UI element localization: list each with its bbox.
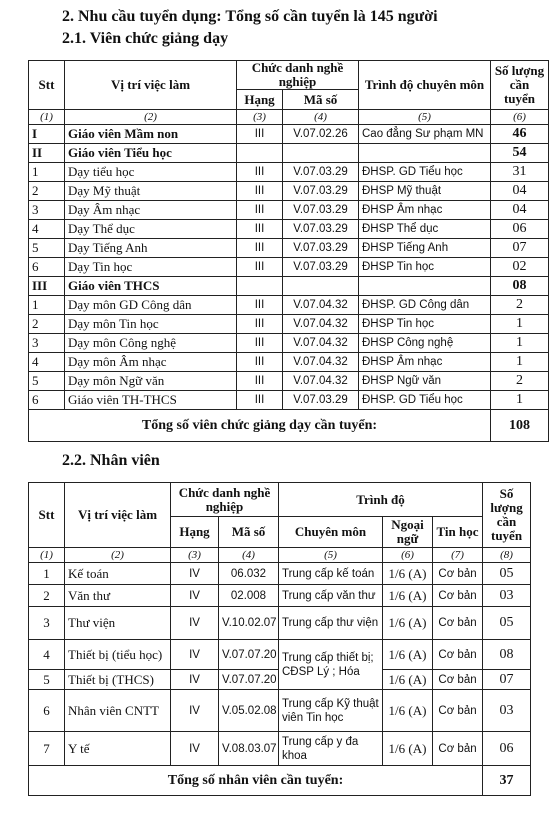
language-cell: 1/6 (A) bbox=[383, 585, 433, 607]
col-header-stt: Stt bbox=[29, 483, 65, 548]
position-cell: Dạy môn Tin học bbox=[65, 315, 237, 334]
position-cell: Dạy môn Ngữ văn bbox=[65, 372, 237, 391]
stt-cell: 6 bbox=[29, 391, 65, 410]
count-cell: 08 bbox=[491, 277, 549, 296]
qualification-cell: ĐHSP Tin học bbox=[359, 315, 491, 334]
rank-cell: III bbox=[237, 182, 283, 201]
teacher-total-value: 108 bbox=[491, 410, 549, 442]
qualification-cell: ĐHSP Thể dục bbox=[359, 220, 491, 239]
position-cell: Văn thư bbox=[65, 585, 171, 607]
col-header-rank: Hạng bbox=[171, 517, 219, 548]
colnum: (8) bbox=[483, 548, 531, 563]
code-cell: V.07.04.32 bbox=[283, 315, 359, 334]
qualification-cell: ĐHSP Tiếng Anh bbox=[359, 239, 491, 258]
table-row bbox=[29, 585, 531, 607]
colnum: (3) bbox=[237, 110, 283, 125]
position-cell: Thiết bị (tiểu học) bbox=[65, 640, 171, 670]
qualification-cell: ĐHSP Âm nhạc bbox=[359, 353, 491, 372]
it-cell: Cơ bản bbox=[433, 640, 483, 670]
colnum: (4) bbox=[219, 548, 279, 563]
stt-cell: 2 bbox=[29, 585, 65, 607]
table-group-row bbox=[29, 277, 549, 296]
code-cell: V.07.03.29 bbox=[283, 201, 359, 220]
stt-cell: II bbox=[29, 144, 65, 163]
position-cell: Kế toán bbox=[65, 563, 171, 585]
count-cell: 08 bbox=[483, 640, 531, 670]
teacher-recruitment-table bbox=[28, 60, 549, 442]
stt-cell: 5 bbox=[29, 372, 65, 391]
rank-cell: III bbox=[237, 239, 283, 258]
count-cell: 31 bbox=[491, 163, 549, 182]
qualification-cell bbox=[359, 277, 491, 296]
col-header-title: Chức danh nghề nghiệp bbox=[237, 61, 359, 90]
position-cell: Dạy môn Âm nhạc bbox=[65, 353, 237, 372]
section-heading-teachers: 2.1. Viên chức giảng dạy bbox=[62, 30, 229, 47]
colnum: (5) bbox=[279, 548, 383, 563]
count-cell: 05 bbox=[483, 607, 531, 640]
stt-cell: 4 bbox=[29, 640, 65, 670]
colnum: (4) bbox=[283, 110, 359, 125]
language-cell: 1/6 (A) bbox=[383, 563, 433, 585]
code-cell: V.07.03.29 bbox=[283, 182, 359, 201]
position-cell: Dạy môn GD Công dân bbox=[65, 296, 237, 315]
specialty-cell: Trung cấp thiết bị; CĐSP Lý ; Hóa bbox=[279, 640, 383, 690]
position-cell: Dạy môn Công nghệ bbox=[65, 334, 237, 353]
colnum: (2) bbox=[65, 548, 171, 563]
rank-cell: III bbox=[237, 125, 283, 144]
code-cell: V.07.04.32 bbox=[283, 353, 359, 372]
stt-cell: 1 bbox=[29, 163, 65, 182]
count-cell: 1 bbox=[491, 391, 549, 410]
qualification-cell: ĐHSP Âm nhạc bbox=[359, 201, 491, 220]
stt-cell: 1 bbox=[29, 296, 65, 315]
code-cell: V.07.07.20 bbox=[219, 670, 279, 690]
position-cell: Dạy Âm nhạc bbox=[65, 201, 237, 220]
qualification-cell: Cao đẳng Sư phạm MN bbox=[359, 125, 491, 144]
rank-cell: III bbox=[237, 201, 283, 220]
stt-cell: 3 bbox=[29, 201, 65, 220]
position-cell: Giáo viên TH-THCS bbox=[65, 391, 237, 410]
code-cell: V.05.02.08 bbox=[219, 690, 279, 732]
table-group-row bbox=[29, 144, 549, 163]
rank-cell: III bbox=[237, 163, 283, 182]
position-cell: Nhân viên CNTT bbox=[65, 690, 171, 732]
table-row bbox=[29, 296, 549, 315]
colnum: (7) bbox=[433, 548, 483, 563]
qualification-cell: ĐHSP. GD Tiểu học bbox=[359, 163, 491, 182]
count-cell: 07 bbox=[483, 670, 531, 690]
stt-cell: 7 bbox=[29, 732, 65, 766]
position-cell: Dạy Thể dục bbox=[65, 220, 237, 239]
code-cell: V.07.03.29 bbox=[283, 391, 359, 410]
table-row bbox=[29, 607, 531, 640]
stt-cell: 6 bbox=[29, 690, 65, 732]
specialty-cell: Trung cấp y đa khoa bbox=[279, 732, 383, 766]
stt-cell: 2 bbox=[29, 315, 65, 334]
qualification-cell: ĐHSP Mỹ thuật bbox=[359, 182, 491, 201]
it-cell: Cơ bản bbox=[433, 563, 483, 585]
position-cell: Giáo viên THCS bbox=[65, 277, 237, 296]
rank-cell: IV bbox=[171, 640, 219, 670]
it-cell: Cơ bản bbox=[433, 670, 483, 690]
position-cell: Dạy Tiếng Anh bbox=[65, 239, 237, 258]
colnum: (3) bbox=[171, 548, 219, 563]
table-row bbox=[29, 372, 549, 391]
code-cell: V.07.03.29 bbox=[283, 239, 359, 258]
stt-cell: 4 bbox=[29, 353, 65, 372]
position-cell: Dạy Mỹ thuật bbox=[65, 182, 237, 201]
specialty-cell: Trung cấp văn thư bbox=[279, 585, 383, 607]
rank-cell: III bbox=[237, 258, 283, 277]
table-row bbox=[29, 258, 549, 277]
rank-cell: III bbox=[237, 334, 283, 353]
table-row bbox=[29, 239, 549, 258]
it-cell: Cơ bản bbox=[433, 690, 483, 732]
col-header-specialty: Chuyên môn bbox=[279, 517, 383, 548]
rank-cell bbox=[237, 277, 283, 296]
section-heading-staff: 2.2. Nhân viên bbox=[62, 452, 160, 469]
language-cell: 1/6 (A) bbox=[383, 690, 433, 732]
rank-cell: III bbox=[237, 220, 283, 239]
count-cell: 02 bbox=[491, 258, 549, 277]
code-cell: V.07.04.32 bbox=[283, 296, 359, 315]
rank-cell: III bbox=[237, 315, 283, 334]
colnum: (6) bbox=[383, 548, 433, 563]
count-cell: 2 bbox=[491, 296, 549, 315]
position-cell: Thư viện bbox=[65, 607, 171, 640]
table-row bbox=[29, 391, 549, 410]
rank-cell: IV bbox=[171, 607, 219, 640]
col-header-title: Chức danh nghề nghiệp bbox=[171, 483, 279, 517]
code-cell: V.08.03.07 bbox=[219, 732, 279, 766]
colnum: (2) bbox=[65, 110, 237, 125]
count-cell: 54 bbox=[491, 144, 549, 163]
code-cell bbox=[283, 144, 359, 163]
rank-cell: IV bbox=[171, 690, 219, 732]
col-header-stt: Stt bbox=[29, 61, 65, 110]
code-cell bbox=[283, 277, 359, 296]
count-cell: 1 bbox=[491, 353, 549, 372]
stt-cell: 4 bbox=[29, 220, 65, 239]
rank-cell: III bbox=[237, 353, 283, 372]
count-cell: 06 bbox=[491, 220, 549, 239]
count-cell: 06 bbox=[483, 732, 531, 766]
count-cell: 03 bbox=[483, 690, 531, 732]
code-cell: V.10.02.07 bbox=[219, 607, 279, 640]
table-row bbox=[29, 563, 531, 585]
col-header-position: Vị trí việc làm bbox=[65, 61, 237, 110]
count-cell: 05 bbox=[483, 563, 531, 585]
stt-cell: 5 bbox=[29, 239, 65, 258]
code-cell: 06.032 bbox=[219, 563, 279, 585]
stt-cell: 5 bbox=[29, 670, 65, 690]
language-cell: 1/6 (A) bbox=[383, 732, 433, 766]
teacher-total-label: Tổng số viên chức giảng dạy cần tuyển: bbox=[29, 410, 491, 442]
count-cell: 04 bbox=[491, 182, 549, 201]
stt-cell: 6 bbox=[29, 258, 65, 277]
colnum: (5) bbox=[359, 110, 491, 125]
rank-cell: IV bbox=[171, 563, 219, 585]
position-cell: Giáo viên Tiểu học bbox=[65, 144, 237, 163]
col-header-level: Trình độ bbox=[279, 483, 483, 517]
table-row bbox=[29, 732, 531, 766]
code-cell: V.07.02.26 bbox=[283, 125, 359, 144]
count-cell: 04 bbox=[491, 201, 549, 220]
col-header-count: Số lượng cần tuyển bbox=[491, 61, 549, 110]
it-cell: Cơ bản bbox=[433, 607, 483, 640]
code-cell: V.07.07.20 bbox=[219, 640, 279, 670]
teacher-table-body bbox=[29, 125, 549, 410]
it-cell: Cơ bản bbox=[433, 732, 483, 766]
col-header-code: Mã số bbox=[283, 90, 359, 110]
colnum: (6) bbox=[491, 110, 549, 125]
stt-cell: 3 bbox=[29, 334, 65, 353]
rank-cell: IV bbox=[171, 732, 219, 766]
specialty-cell: Trung cấp Kỹ thuật viên Tin học bbox=[279, 690, 383, 732]
table-row bbox=[29, 220, 549, 239]
col-header-code: Mã số bbox=[219, 517, 279, 548]
col-header-language: Ngoại ngữ bbox=[383, 517, 433, 548]
qualification-cell: ĐHSP Ngữ văn bbox=[359, 372, 491, 391]
stt-cell: I bbox=[29, 125, 65, 144]
count-cell: 2 bbox=[491, 372, 549, 391]
count-cell: 1 bbox=[491, 334, 549, 353]
col-header-count: Số lượng cần tuyển bbox=[483, 483, 531, 548]
colnum: (1) bbox=[29, 110, 65, 125]
code-cell: V.07.03.29 bbox=[283, 163, 359, 182]
stt-cell: 2 bbox=[29, 182, 65, 201]
position-cell: Y tế bbox=[65, 732, 171, 766]
table-row bbox=[29, 163, 549, 182]
rank-cell: III bbox=[237, 372, 283, 391]
code-cell: V.07.04.32 bbox=[283, 334, 359, 353]
table-row bbox=[29, 315, 549, 334]
position-cell: Giáo viên Mầm non bbox=[65, 125, 237, 144]
language-cell: 1/6 (A) bbox=[383, 670, 433, 690]
count-cell: 46 bbox=[491, 125, 549, 144]
rank-cell: III bbox=[237, 391, 283, 410]
rank-cell bbox=[237, 144, 283, 163]
qualification-cell: ĐHSP Tin học bbox=[359, 258, 491, 277]
language-cell: 1/6 (A) bbox=[383, 640, 433, 670]
qualification-cell: ĐHSP. GD Tiểu học bbox=[359, 391, 491, 410]
stt-cell: 3 bbox=[29, 607, 65, 640]
rank-cell: IV bbox=[171, 585, 219, 607]
staff-table-body bbox=[29, 563, 531, 766]
table-row bbox=[29, 182, 549, 201]
position-cell: Dạy tiểu học bbox=[65, 163, 237, 182]
position-cell: Thiết bị (THCS) bbox=[65, 670, 171, 690]
rank-cell: III bbox=[237, 296, 283, 315]
col-header-it: Tin học bbox=[433, 517, 483, 548]
position-cell: Dạy Tin học bbox=[65, 258, 237, 277]
code-cell: V.07.04.32 bbox=[283, 372, 359, 391]
staff-total-value: 37 bbox=[483, 766, 531, 796]
table-row bbox=[29, 353, 549, 372]
staff-total-label: Tổng số nhân viên cần tuyển: bbox=[29, 766, 483, 796]
count-cell: 1 bbox=[491, 315, 549, 334]
col-header-rank: Hạng bbox=[237, 90, 283, 110]
qualification-cell bbox=[359, 144, 491, 163]
code-cell: V.07.03.29 bbox=[283, 258, 359, 277]
qualification-cell: ĐHSP. GD Công dân bbox=[359, 296, 491, 315]
it-cell: Cơ bản bbox=[433, 585, 483, 607]
qualification-cell: ĐHSP Công nghệ bbox=[359, 334, 491, 353]
specialty-cell: Trung cấp kế toán bbox=[279, 563, 383, 585]
code-cell: V.07.03.29 bbox=[283, 220, 359, 239]
table-row bbox=[29, 640, 531, 670]
table-row bbox=[29, 201, 549, 220]
table-row bbox=[29, 334, 549, 353]
staff-recruitment-table bbox=[28, 482, 531, 796]
stt-cell: 1 bbox=[29, 563, 65, 585]
col-header-qualification: Trình độ chuyên môn bbox=[359, 61, 491, 110]
table-group-row bbox=[29, 125, 549, 144]
stt-cell: III bbox=[29, 277, 65, 296]
count-cell: 07 bbox=[491, 239, 549, 258]
rank-cell: IV bbox=[171, 670, 219, 690]
count-cell: 03 bbox=[483, 585, 531, 607]
col-header-position: Vị trí việc làm bbox=[65, 483, 171, 548]
table-row bbox=[29, 690, 531, 732]
section-heading-recruitment: 2. Nhu cầu tuyển dụng: Tổng số cần tuyển là 145 người bbox=[62, 8, 438, 25]
specialty-cell: Trung cấp thư viện bbox=[279, 607, 383, 640]
code-cell: 02.008 bbox=[219, 585, 279, 607]
language-cell: 1/6 (A) bbox=[383, 607, 433, 640]
colnum: (1) bbox=[29, 548, 65, 563]
